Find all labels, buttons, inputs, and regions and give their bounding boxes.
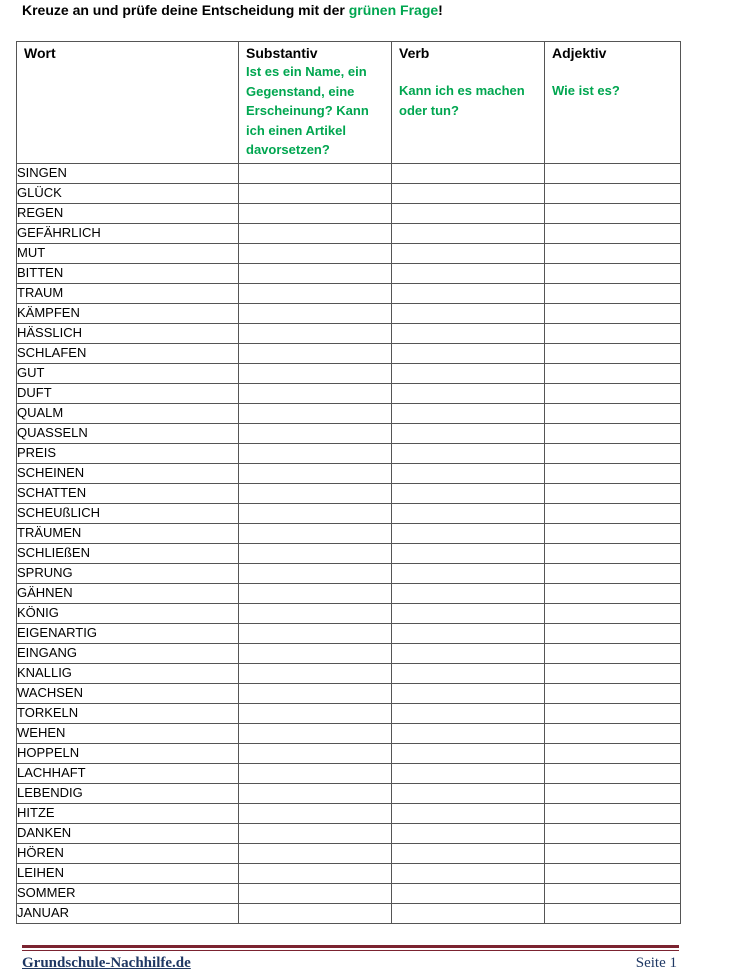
verb-checkbox-cell[interactable] bbox=[392, 503, 545, 523]
adjektiv-checkbox-cell[interactable] bbox=[545, 203, 681, 223]
word-cell: MUT bbox=[17, 243, 239, 263]
adjektiv-checkbox-cell[interactable] bbox=[545, 423, 681, 443]
footer-rule-thin bbox=[22, 950, 679, 951]
word-cell: SCHATTEN bbox=[17, 483, 239, 503]
substantiv-checkbox-cell[interactable] bbox=[239, 283, 392, 303]
substantiv-checkbox-cell[interactable] bbox=[239, 883, 392, 903]
word-cell: SCHLAFEN bbox=[17, 343, 239, 363]
word-cell: HÖREN bbox=[17, 843, 239, 863]
table-row bbox=[17, 423, 681, 443]
table-row bbox=[17, 643, 681, 663]
table-row bbox=[17, 163, 681, 183]
table-row bbox=[17, 663, 681, 683]
instruction-highlight: grünen Frage bbox=[348, 2, 439, 18]
table-row bbox=[17, 783, 681, 803]
adjektiv-checkbox-cell[interactable] bbox=[545, 863, 681, 883]
adjektiv-checkbox-cell[interactable] bbox=[545, 303, 681, 323]
instruction-before: Kreuze an und prüfe deine Entscheidung mit der bbox=[22, 2, 349, 18]
adjektiv-checkbox-cell[interactable] bbox=[545, 383, 681, 403]
substantiv-checkbox-cell[interactable] bbox=[239, 443, 392, 463]
word-cell: SOMMER bbox=[17, 883, 239, 903]
table-row bbox=[17, 363, 681, 383]
word-cell: KNALLIG bbox=[17, 663, 239, 683]
instruction-after: ! bbox=[438, 2, 443, 18]
verb-checkbox-cell[interactable] bbox=[392, 303, 545, 323]
table-row bbox=[17, 343, 681, 363]
verb-checkbox-cell[interactable] bbox=[392, 703, 545, 723]
adjektiv-checkbox-cell[interactable] bbox=[545, 243, 681, 263]
verb-checkbox-cell[interactable] bbox=[392, 623, 545, 643]
verb-checkbox-cell[interactable] bbox=[392, 203, 545, 223]
adjektiv-checkbox-cell[interactable] bbox=[545, 903, 681, 923]
adjektiv-checkbox-cell[interactable] bbox=[545, 523, 681, 543]
adjektiv-checkbox-cell[interactable] bbox=[545, 583, 681, 603]
word-cell: EIGENARTIG bbox=[17, 623, 239, 643]
substantiv-checkbox-cell[interactable] bbox=[239, 643, 392, 663]
word-cell: TORKELN bbox=[17, 703, 239, 723]
substantiv-checkbox-cell[interactable] bbox=[239, 843, 392, 863]
verb-checkbox-cell[interactable] bbox=[392, 803, 545, 823]
verb-checkbox-cell[interactable] bbox=[392, 243, 545, 263]
verb-checkbox-cell[interactable] bbox=[392, 903, 545, 923]
substantiv-checkbox-cell[interactable] bbox=[239, 463, 392, 483]
table-row bbox=[17, 603, 681, 623]
word-cell: REGEN bbox=[17, 203, 239, 223]
word-cell: SCHEUßLICH bbox=[17, 503, 239, 523]
substantiv-checkbox-cell[interactable] bbox=[239, 423, 392, 443]
table-row bbox=[17, 443, 681, 463]
substantiv-checkbox-cell[interactable] bbox=[239, 503, 392, 523]
header-adjektiv-label: Adjektiv bbox=[552, 45, 607, 61]
adjektiv-checkbox-cell[interactable] bbox=[545, 283, 681, 303]
table-row bbox=[17, 623, 681, 643]
verb-checkbox-cell[interactable] bbox=[392, 643, 545, 663]
word-cell: PREIS bbox=[17, 443, 239, 463]
table-row bbox=[17, 543, 681, 563]
verb-checkbox-cell[interactable] bbox=[392, 843, 545, 863]
table-row bbox=[17, 903, 681, 923]
adjektiv-checkbox-cell[interactable] bbox=[545, 503, 681, 523]
verb-checkbox-cell[interactable] bbox=[392, 443, 545, 463]
table-row bbox=[17, 323, 681, 343]
table-row bbox=[17, 243, 681, 263]
substantiv-checkbox-cell[interactable] bbox=[239, 383, 392, 403]
verb-checkbox-cell[interactable] bbox=[392, 283, 545, 303]
adjektiv-checkbox-cell[interactable] bbox=[545, 443, 681, 463]
adjektiv-checkbox-cell[interactable] bbox=[545, 843, 681, 863]
adjektiv-checkbox-cell[interactable] bbox=[545, 803, 681, 823]
table-row bbox=[17, 583, 681, 603]
adjektiv-checkbox-cell[interactable] bbox=[545, 343, 681, 363]
adjektiv-checkbox-cell[interactable] bbox=[545, 483, 681, 503]
table-row bbox=[17, 403, 681, 423]
header-wort-label: Wort bbox=[24, 45, 56, 61]
substantiv-checkbox-cell[interactable] bbox=[239, 683, 392, 703]
table-row bbox=[17, 763, 681, 783]
adjektiv-checkbox-cell[interactable] bbox=[545, 683, 681, 703]
header-adjektiv bbox=[545, 42, 681, 164]
adjektiv-checkbox-cell[interactable] bbox=[545, 643, 681, 663]
substantiv-checkbox-cell[interactable] bbox=[239, 243, 392, 263]
table-row bbox=[17, 523, 681, 543]
header-verb-question: Kann ich es machen oder tun? bbox=[399, 83, 525, 118]
word-cell: QUASSELN bbox=[17, 423, 239, 443]
word-cell: SINGEN bbox=[17, 163, 239, 183]
substantiv-checkbox-cell[interactable] bbox=[239, 823, 392, 843]
word-cell: GÄHNEN bbox=[17, 583, 239, 603]
header-verb-label: Verb bbox=[399, 45, 430, 61]
adjektiv-checkbox-cell[interactable] bbox=[545, 323, 681, 343]
verb-checkbox-cell[interactable] bbox=[392, 423, 545, 443]
table-row bbox=[17, 743, 681, 763]
header-adjektiv-question: Wie ist es? bbox=[552, 83, 620, 98]
word-cell: GLÜCK bbox=[17, 183, 239, 203]
word-rows bbox=[17, 163, 681, 923]
table-row bbox=[17, 843, 681, 863]
substantiv-checkbox-cell[interactable] bbox=[239, 223, 392, 243]
word-cell: DUFT bbox=[17, 383, 239, 403]
word-cell: QUALM bbox=[17, 403, 239, 423]
table-row bbox=[17, 303, 681, 323]
verb-checkbox-cell[interactable] bbox=[392, 223, 545, 243]
adjektiv-checkbox-cell[interactable] bbox=[545, 263, 681, 283]
substantiv-checkbox-cell[interactable] bbox=[239, 323, 392, 343]
adjektiv-checkbox-cell[interactable] bbox=[545, 363, 681, 383]
header-verb bbox=[392, 42, 545, 164]
verb-checkbox-cell[interactable] bbox=[392, 663, 545, 683]
table-row bbox=[17, 223, 681, 243]
footer-rule bbox=[22, 945, 679, 948]
word-cell: LACHHAFT bbox=[17, 763, 239, 783]
substantiv-checkbox-cell[interactable] bbox=[239, 603, 392, 623]
verb-checkbox-cell[interactable] bbox=[392, 463, 545, 483]
verb-checkbox-cell[interactable] bbox=[392, 483, 545, 503]
verb-checkbox-cell[interactable] bbox=[392, 783, 545, 803]
verb-checkbox-cell[interactable] bbox=[392, 603, 545, 623]
verb-checkbox-cell[interactable] bbox=[392, 323, 545, 343]
word-cell: SCHLIEßEN bbox=[17, 543, 239, 563]
substantiv-checkbox-cell[interactable] bbox=[239, 743, 392, 763]
substantiv-checkbox-cell[interactable] bbox=[239, 343, 392, 363]
adjektiv-checkbox-cell[interactable] bbox=[545, 823, 681, 843]
adjektiv-checkbox-cell[interactable] bbox=[545, 763, 681, 783]
table-row bbox=[17, 463, 681, 483]
table-row bbox=[17, 203, 681, 223]
adjektiv-checkbox-cell[interactable] bbox=[545, 563, 681, 583]
header-substantiv-question: Ist es ein Name, ein Gegenstand, eine Erscheinung? Kann ich einen Artikel davorsetzen? bbox=[246, 64, 369, 157]
footer-site-link[interactable]: Grundschule-Nachhilfe.de bbox=[22, 955, 191, 971]
adjektiv-checkbox-cell[interactable] bbox=[545, 723, 681, 743]
adjektiv-checkbox-cell[interactable] bbox=[545, 883, 681, 903]
substantiv-checkbox-cell[interactable] bbox=[239, 863, 392, 883]
table-row bbox=[17, 723, 681, 743]
verb-checkbox-cell[interactable] bbox=[392, 823, 545, 843]
word-cell: HÄSSLICH bbox=[17, 323, 239, 343]
verb-checkbox-cell[interactable] bbox=[392, 883, 545, 903]
word-cell: TRÄUMEN bbox=[17, 523, 239, 543]
header-wort bbox=[17, 42, 239, 164]
substantiv-checkbox-cell[interactable] bbox=[239, 303, 392, 323]
substantiv-checkbox-cell[interactable] bbox=[239, 663, 392, 683]
adjektiv-checkbox-cell[interactable] bbox=[545, 223, 681, 243]
verb-checkbox-cell[interactable] bbox=[392, 543, 545, 563]
word-cell: JANUAR bbox=[17, 903, 239, 923]
table-row bbox=[17, 823, 681, 843]
substantiv-checkbox-cell[interactable] bbox=[239, 563, 392, 583]
word-cell: HITZE bbox=[17, 803, 239, 823]
table-row bbox=[17, 383, 681, 403]
verb-checkbox-cell[interactable] bbox=[392, 723, 545, 743]
word-cell: LEBENDIG bbox=[17, 783, 239, 803]
verb-checkbox-cell[interactable] bbox=[392, 343, 545, 363]
substantiv-checkbox-cell[interactable] bbox=[239, 523, 392, 543]
table-row bbox=[17, 483, 681, 503]
substantiv-checkbox-cell[interactable] bbox=[239, 263, 392, 283]
table-row bbox=[17, 283, 681, 303]
word-classification-table bbox=[16, 41, 681, 924]
header-substantiv bbox=[239, 42, 392, 164]
word-cell: HOPPELN bbox=[17, 743, 239, 763]
word-cell: BITTEN bbox=[17, 263, 239, 283]
adjektiv-checkbox-cell[interactable] bbox=[545, 703, 681, 723]
word-cell: LEIHEN bbox=[17, 863, 239, 883]
verb-checkbox-cell[interactable] bbox=[392, 363, 545, 383]
substantiv-checkbox-cell[interactable] bbox=[239, 183, 392, 203]
table-row bbox=[17, 883, 681, 903]
table-row bbox=[17, 703, 681, 723]
word-cell: KÖNIG bbox=[17, 603, 239, 623]
word-cell: SPRUNG bbox=[17, 563, 239, 583]
adjektiv-checkbox-cell[interactable] bbox=[545, 163, 681, 183]
substantiv-checkbox-cell[interactable] bbox=[239, 483, 392, 503]
substantiv-checkbox-cell[interactable] bbox=[239, 763, 392, 783]
adjektiv-checkbox-cell[interactable] bbox=[545, 183, 681, 203]
substantiv-checkbox-cell[interactable] bbox=[239, 803, 392, 823]
verb-checkbox-cell[interactable] bbox=[392, 403, 545, 423]
substantiv-checkbox-cell[interactable] bbox=[239, 703, 392, 723]
word-cell: DANKEN bbox=[17, 823, 239, 843]
word-cell: TRAUM bbox=[17, 283, 239, 303]
substantiv-checkbox-cell[interactable] bbox=[239, 583, 392, 603]
table-row bbox=[17, 183, 681, 203]
word-cell: EINGANG bbox=[17, 643, 239, 663]
word-cell: SCHEINEN bbox=[17, 463, 239, 483]
substantiv-checkbox-cell[interactable] bbox=[239, 783, 392, 803]
adjektiv-checkbox-cell[interactable] bbox=[545, 663, 681, 683]
substantiv-checkbox-cell[interactable] bbox=[239, 543, 392, 563]
verb-checkbox-cell[interactable] bbox=[392, 763, 545, 783]
footer-page-number: Seite 1 bbox=[635, 955, 677, 971]
table-row bbox=[17, 263, 681, 283]
adjektiv-checkbox-cell[interactable] bbox=[545, 783, 681, 803]
verb-checkbox-cell[interactable] bbox=[392, 263, 545, 283]
verb-checkbox-cell[interactable] bbox=[392, 743, 545, 763]
word-cell: WEHEN bbox=[17, 723, 239, 743]
adjektiv-checkbox-cell[interactable] bbox=[545, 623, 681, 643]
word-cell: WACHSEN bbox=[17, 683, 239, 703]
adjektiv-checkbox-cell[interactable] bbox=[545, 463, 681, 483]
substantiv-checkbox-cell[interactable] bbox=[239, 403, 392, 423]
word-cell: GUT bbox=[17, 363, 239, 383]
table-row bbox=[17, 503, 681, 523]
substantiv-checkbox-cell[interactable] bbox=[239, 903, 392, 923]
adjektiv-checkbox-cell[interactable] bbox=[545, 603, 681, 623]
substantiv-checkbox-cell[interactable] bbox=[239, 623, 392, 643]
header-substantiv-label: Substantiv bbox=[246, 45, 318, 61]
substantiv-checkbox-cell[interactable] bbox=[239, 723, 392, 743]
instruction-text bbox=[22, 2, 443, 18]
word-cell: GEFÄHRLICH bbox=[17, 223, 239, 243]
substantiv-checkbox-cell[interactable] bbox=[239, 163, 392, 183]
table-row bbox=[17, 863, 681, 883]
adjektiv-checkbox-cell[interactable] bbox=[545, 743, 681, 763]
substantiv-checkbox-cell[interactable] bbox=[239, 363, 392, 383]
adjektiv-checkbox-cell[interactable] bbox=[545, 403, 681, 423]
verb-checkbox-cell[interactable] bbox=[392, 583, 545, 603]
adjektiv-checkbox-cell[interactable] bbox=[545, 543, 681, 563]
verb-checkbox-cell[interactable] bbox=[392, 523, 545, 543]
verb-checkbox-cell[interactable] bbox=[392, 183, 545, 203]
word-cell: KÄMPFEN bbox=[17, 303, 239, 323]
table-header-row bbox=[17, 42, 681, 164]
verb-checkbox-cell[interactable] bbox=[392, 163, 545, 183]
verb-checkbox-cell[interactable] bbox=[392, 383, 545, 403]
table-row bbox=[17, 683, 681, 703]
verb-checkbox-cell[interactable] bbox=[392, 863, 545, 883]
verb-checkbox-cell[interactable] bbox=[392, 683, 545, 703]
table-row bbox=[17, 563, 681, 583]
substantiv-checkbox-cell[interactable] bbox=[239, 203, 392, 223]
verb-checkbox-cell[interactable] bbox=[392, 563, 545, 583]
table-row bbox=[17, 803, 681, 823]
